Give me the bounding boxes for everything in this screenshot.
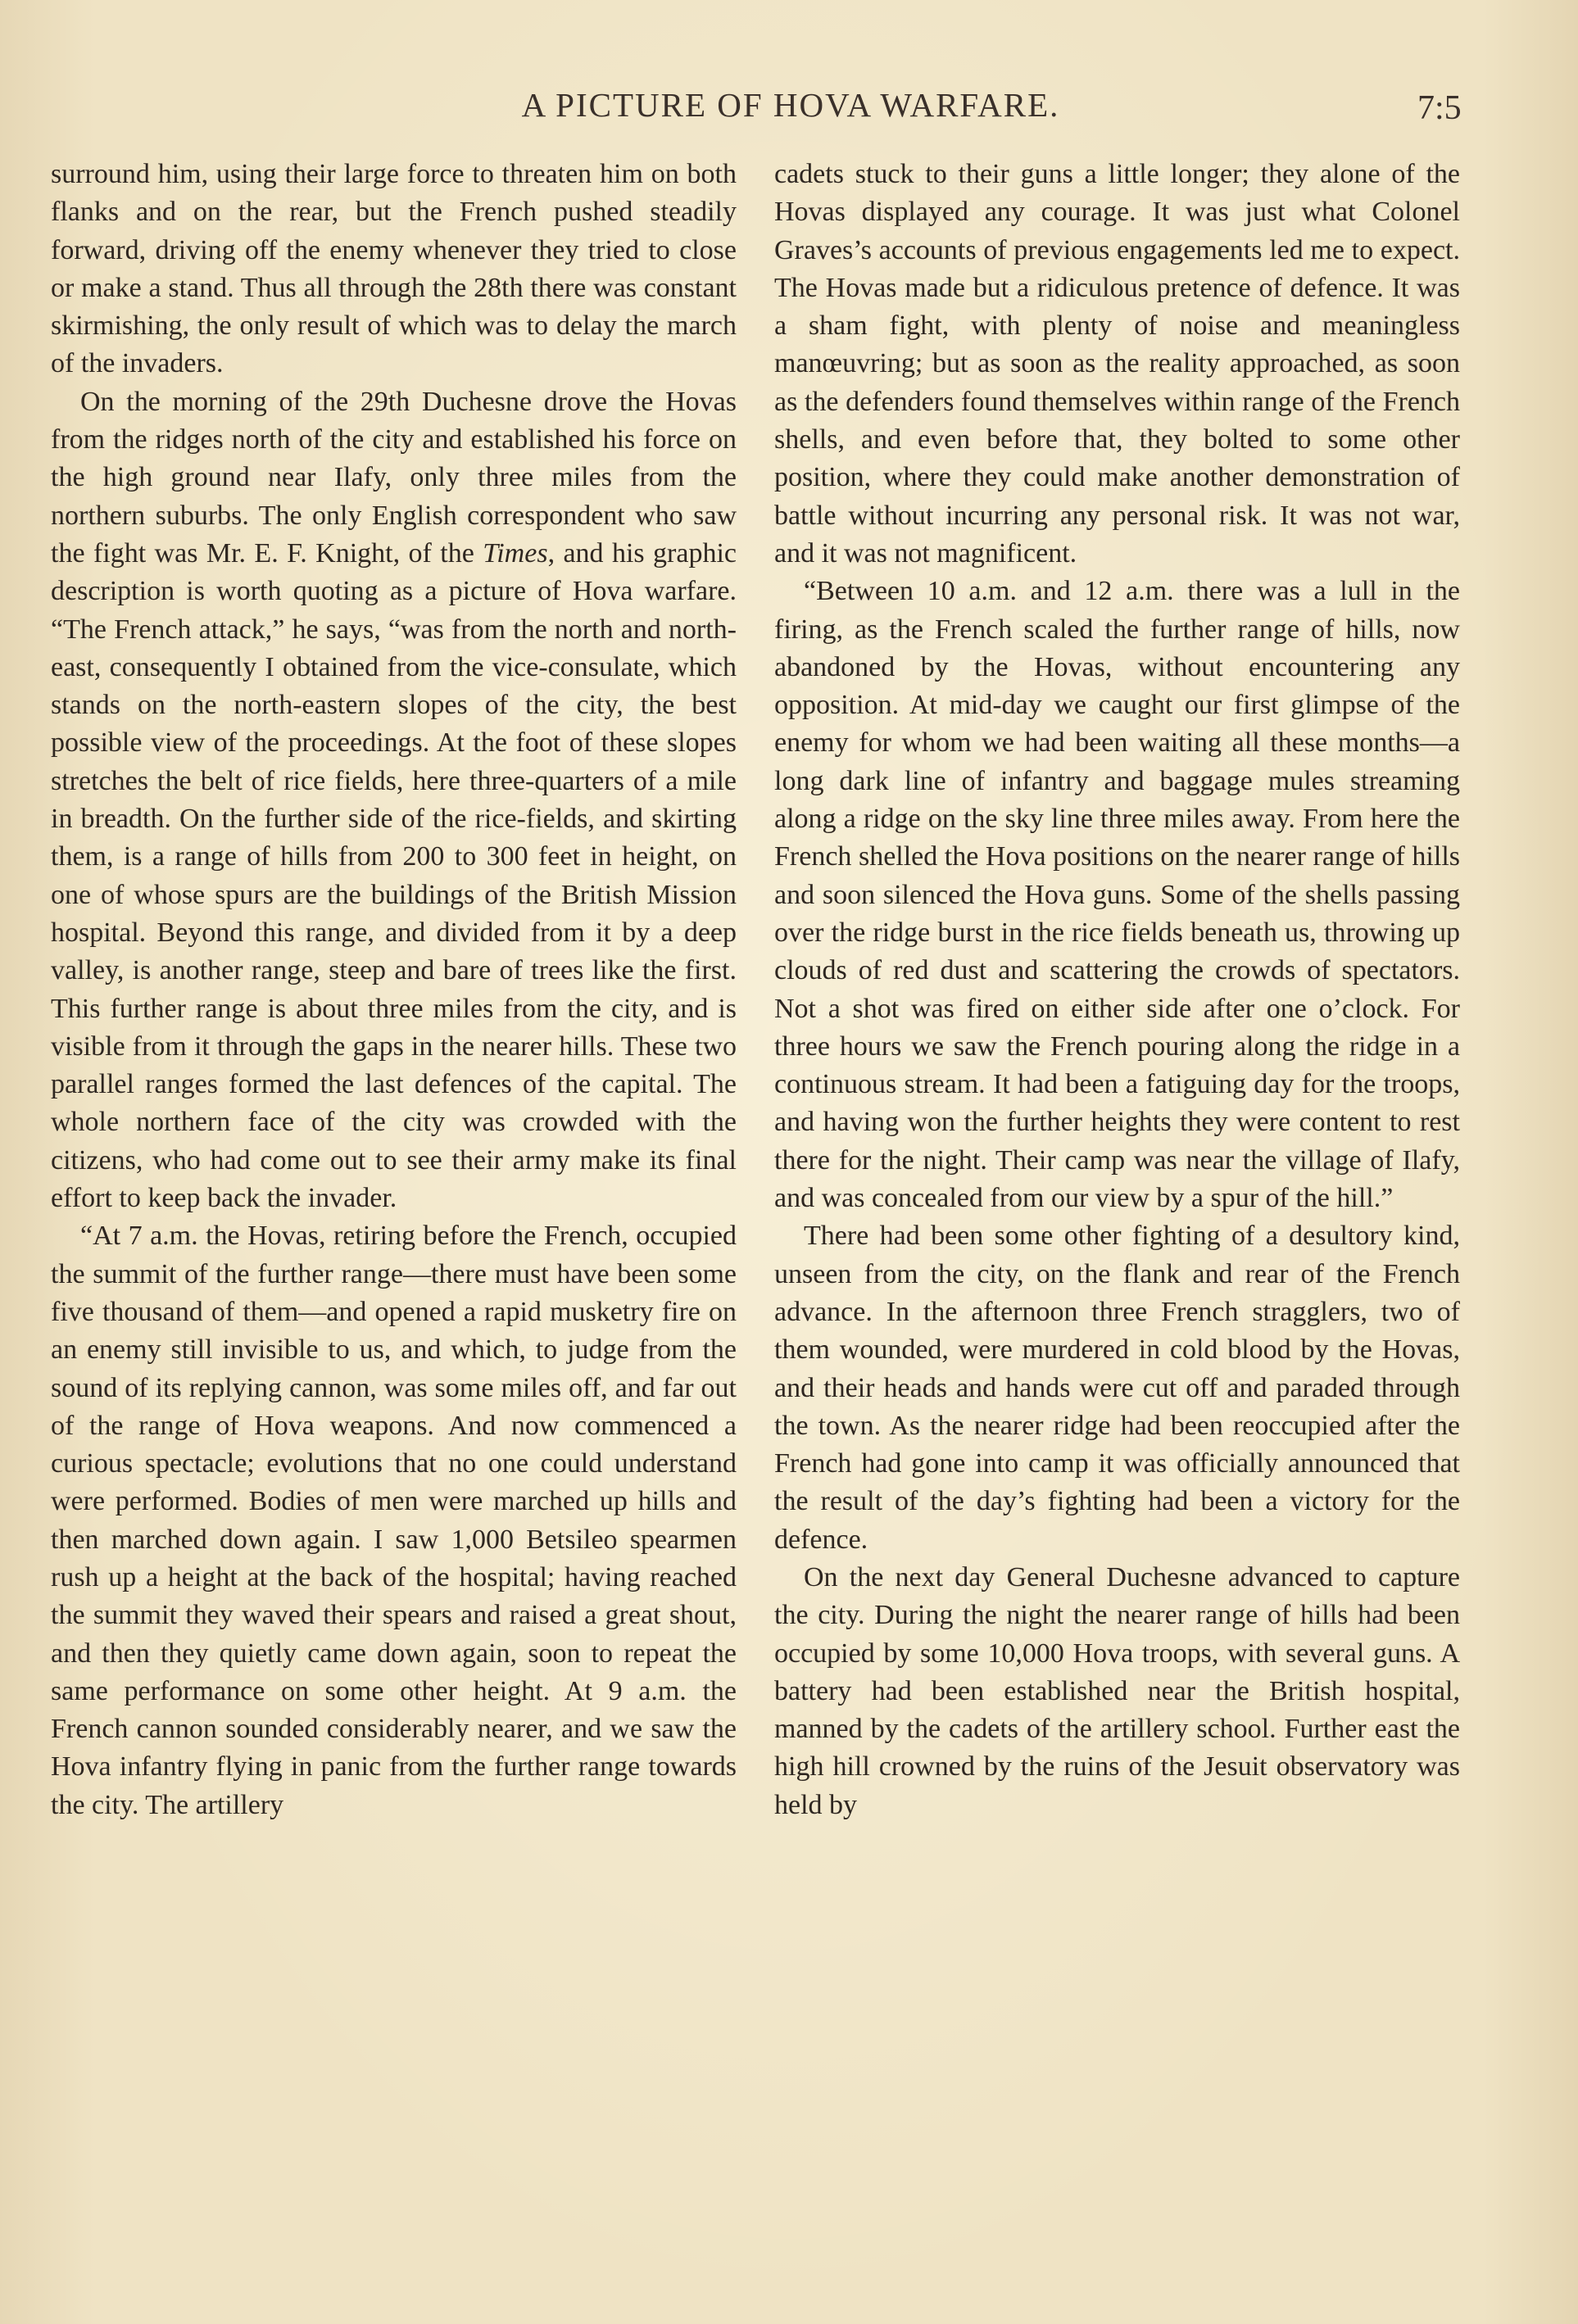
left-paragraph-2-text-a: On the morning of the 29th Duchesne drove the Hovas from the ridges north of the city and established his force on the high ground near Ilafy, only three miles from the northern suburbs. The only English correspondent who saw the fight was Mr. E. F. Knight, of the <box>51 386 737 569</box>
right-paragraph-3: There had been some other fighting of a desultory kind, unseen from the city, on the flank and rear of the French advance. In the afternoon three French stragglers, two of them wounded, were murdered in cold blood by the Hovas, and their heads and hands were cut off and paraded through the town. As the nearer ridge had been reoccupied after the French had gone into camp it was officially announced that the result of the day’s fighting had been a victory for the defence. <box>774 1221 1460 1555</box>
left-column <box>51 156 737 1824</box>
times-italic: Times <box>483 537 548 569</box>
page-number: 7:5 <box>1417 89 1462 127</box>
right-column <box>774 156 1460 1824</box>
left-paragraph-2 <box>51 383 737 1218</box>
running-title: A PICTURE OF HOVA WARFARE. <box>521 86 1060 124</box>
right-paragraph-2: “Between 10 a.m. and 12 a.m. there was a lull in the firing, as the French scaled the further range of hills, now abandoned by the Hovas, without encountering any opposition. At mid-day we caught our first glimpse of the enemy for whom we had been waiting all these months—a long dark line of infantry and baggage mules streaming along a ridge on the sky line three miles away. From here the French shelled the Hova positions on the nearer range of hills and soon silenced the Hova guns. Some of the shells passing over the ridge burst in the rice fields beneath us, throwing up clouds of red dust and scattering the crowds of spectators. Not a shot was fired on either side after one o’clock. For three hours we saw the French pouring along the ridge in a continuous stream. It had been a fatiguing day for the troops, and having won the further heights they were content to rest there for the night. Their camp was near the village of Ilafy, and was concealed from our view by a spur of the hill.” <box>774 576 1460 1214</box>
right-paragraph-1: cadets stuck to their guns a little longer; they alone of the Hovas displayed any courage. It was just what Colonel Graves’s accounts of previous engagements led me to expect. The Hovas made but a ridiculous pretence of defence. It was a sham fight, with plenty of noise and meaningless manœuvring; but as soon as the reality approached, as soon as the defenders found themselves within range of the French shells, and even before that, they bolted to some other position, where they could make another demonstration of battle without incurring any personal risk. It was not war, and it was not magnificent. <box>774 159 1460 569</box>
left-paragraph-2-text-b: , and his graphic description is worth quoting as a picture of Hova warfare. “The French attack,” he says, “was from the north and north-east, consequently I obtained from the vice-consulate, which stands on the north-eastern slopes of the city, the best possible view of the proceedings. At the foot of these slopes stretches the belt of rice fields, here three-quarters of a mile in breadth. On the further side of the rice-fields, and skirting them, is a range of hills from 200 to 300 feet in height, on one of whose spurs are the buildings of the British Mission hospital. Beyond this range, and divided from it by a deep valley, is another range, steep and bare of trees like the first. This further range is about three miles from the city, and is visible from it through the gaps in the nearer hills. These two parallel ranges formed the last defences of the capital. The whole northern face of the city was crowded with the citizens, who had come out to see their army make its final effort to keep back the invader. <box>51 537 737 1214</box>
right-paragraph-4: On the next day General Duchesne advanced to capture the city. During the night the nearer range of hills had been occupied by some 10,000 Hova troops, with several guns. A battery had been established near the British hospital, manned by the cadets of the artillery school. Further east the high hill crowned by the ruins of the Jesuit observatory was held by <box>774 1561 1460 1820</box>
left-paragraph-3: “At 7 a.m. the Hovas, retiring before the French, occupied the summit of the further range—there must have been some five thousand of them—and opened a rapid musketry fire on an enemy still invisible to us, and which, to judge from the sound of its replying cannon, was some miles off, and far out of the range of Hova weapons. And now commenced a curious spectacle; evolutions that no one could understand were performed. Bodies of men were marched up hills and then marched down again. I saw 1,000 Betsileo spearmen rush up a height at the back of the hospital; having reached the summit they waved their spears and raised a great shout, and then they quietly came down again, soon to repeat the same performance on some other height. At 9 a.m. the French cannon sounded considerably nearer, and we saw the Hova infantry flying in panic from the further range towards the city. The artillery <box>51 1221 737 1820</box>
left-paragraph-1: surround him, using their large force to threaten him on both flanks and on the rear, but the French pushed steadily forward, driving off the enemy whenever they tried to close or make a stand. Thus all through the 28th there was constant skirmishing, the only result of which was to delay the march of the invaders. <box>51 159 737 379</box>
